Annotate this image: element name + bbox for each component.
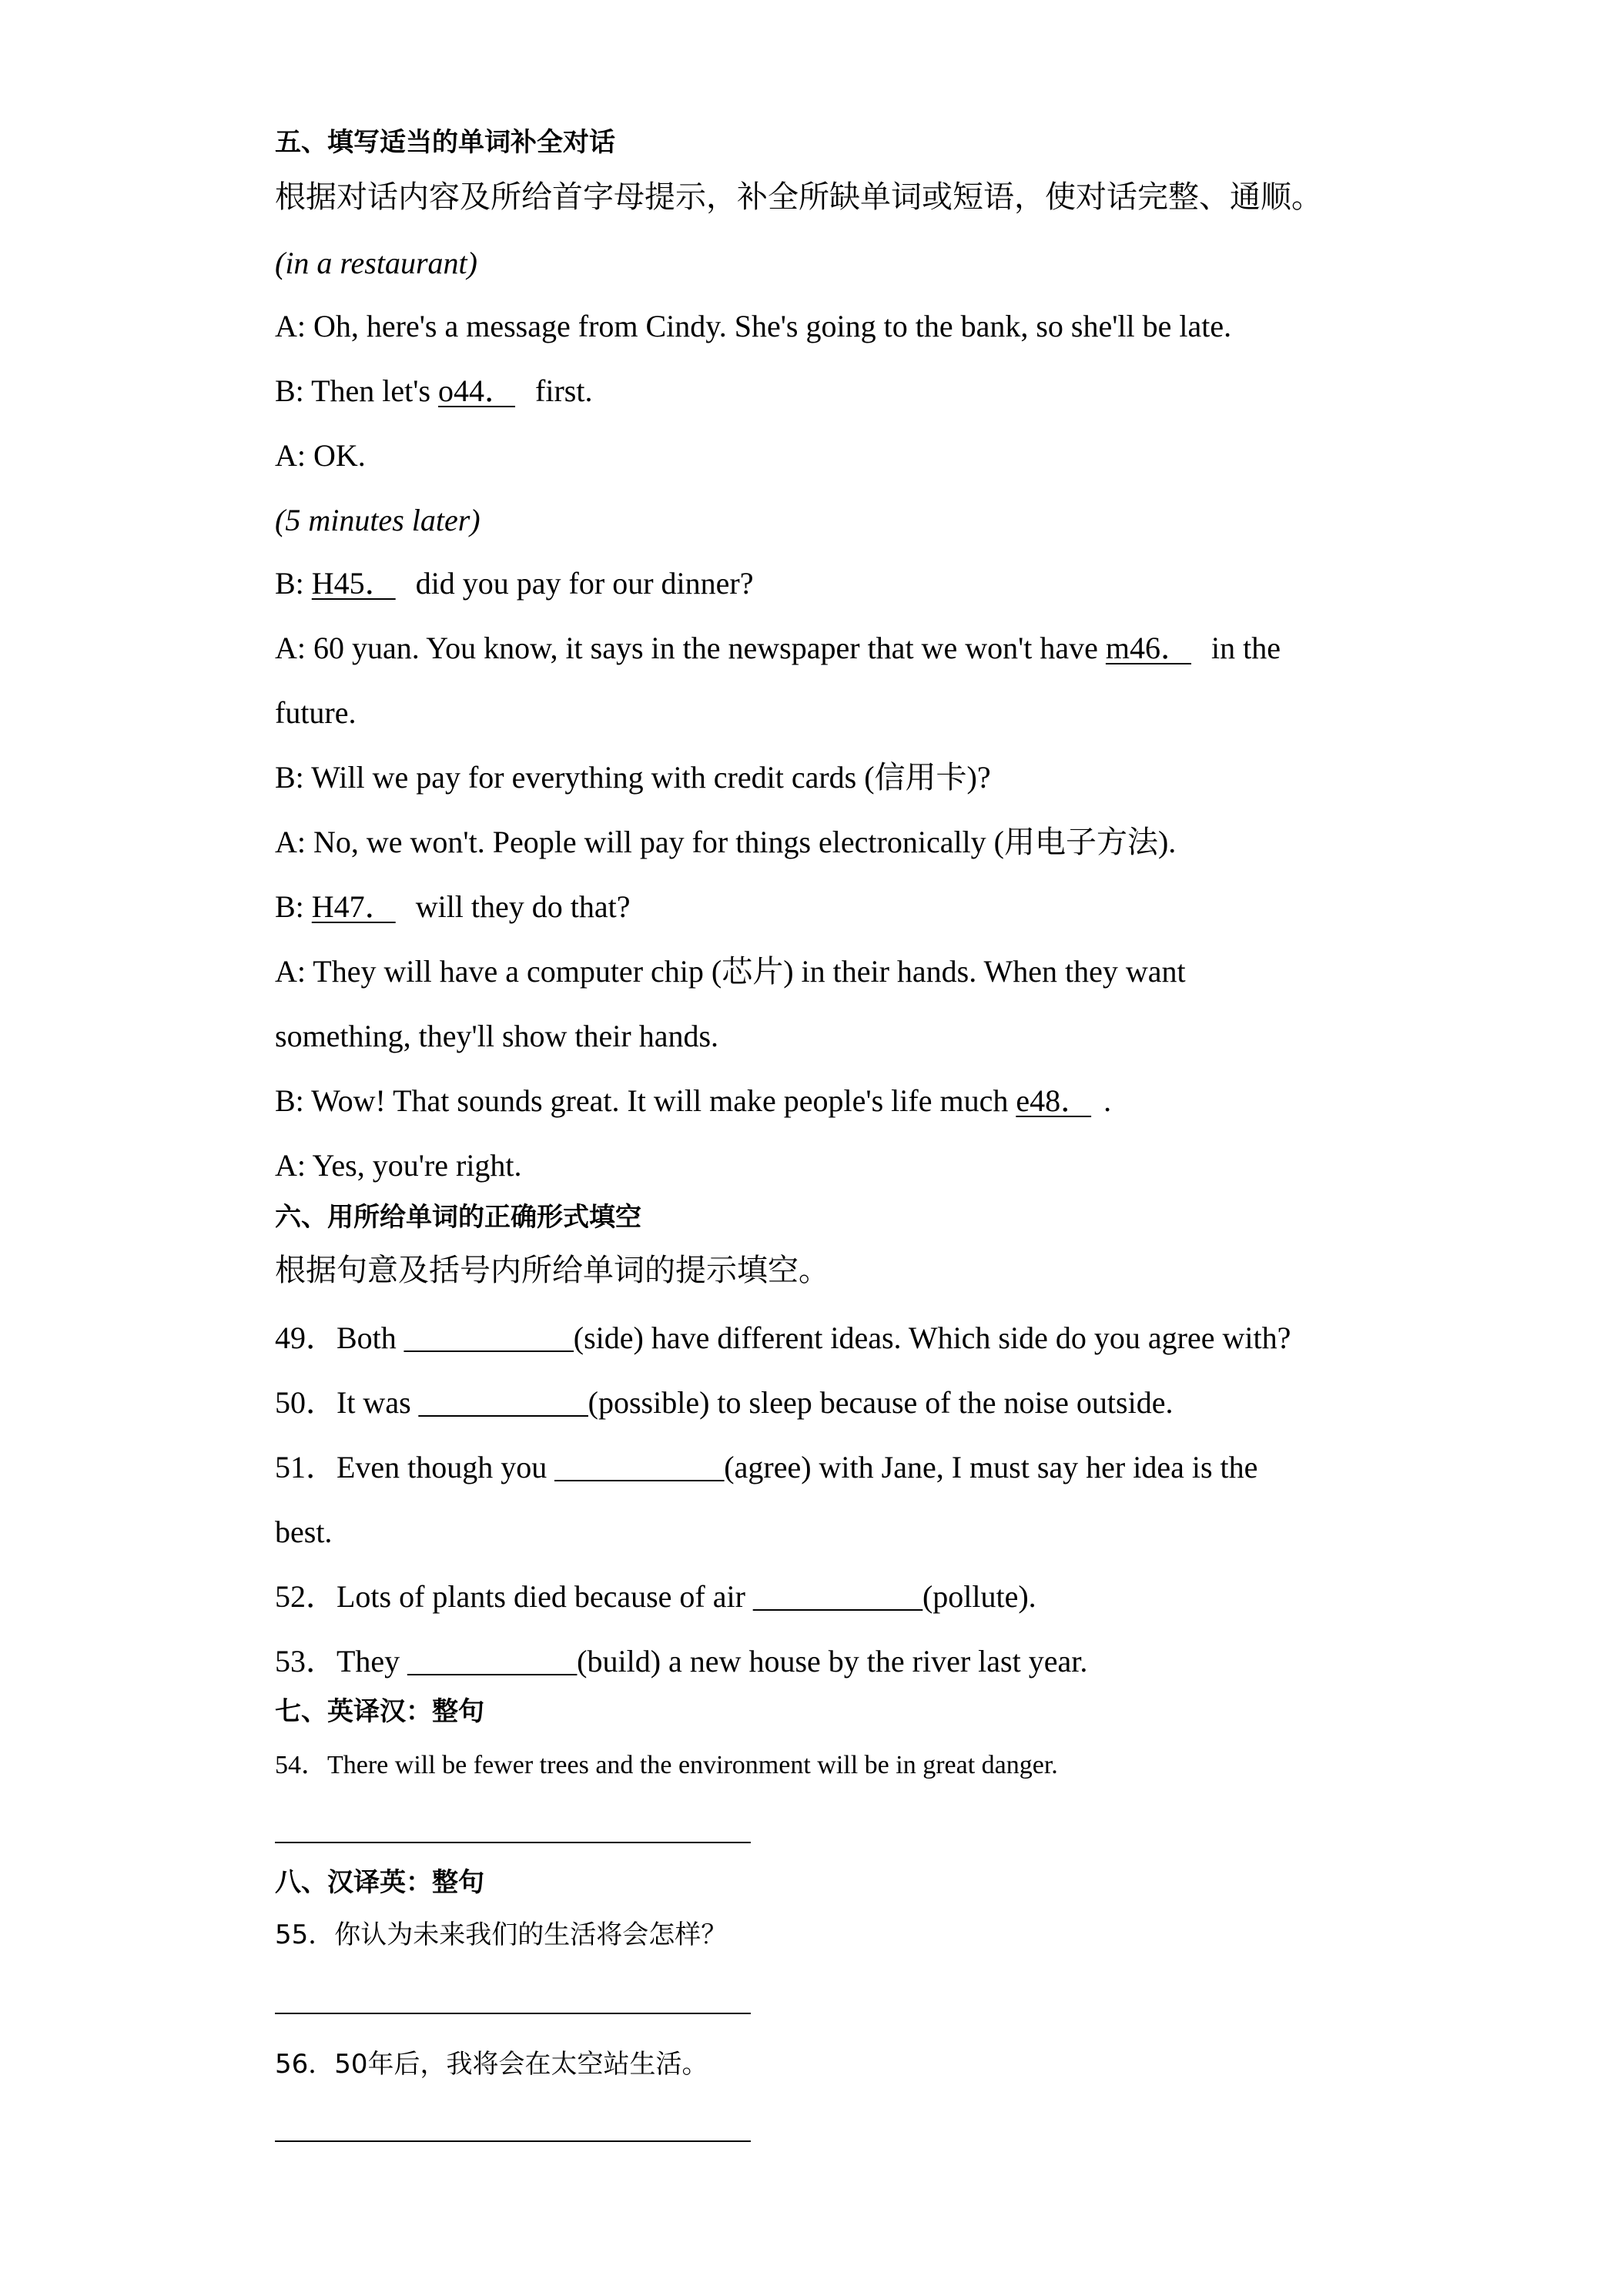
dialogue-text: B: Then let's bbox=[275, 373, 439, 408]
question-51: 51．Even though you ___________(agree) with Jane, I must say her idea is the bbox=[275, 1450, 1258, 1484]
scene-note-later: (5 minutes later) bbox=[275, 503, 481, 537]
question-50: 50．It was ___________(possible) to sleep because of the noise outside. bbox=[275, 1385, 1174, 1420]
dialogue-text: B: Wow! That sounds great. It will make people's life much bbox=[275, 1083, 1016, 1118]
answer-line-56[interactable] bbox=[275, 2140, 751, 2142]
answer-blank-46[interactable]: m46． bbox=[1105, 631, 1192, 665]
dialogue-text: did you pay for our dinner? bbox=[407, 566, 754, 601]
dialogue-line-5-cont: future. bbox=[275, 695, 357, 730]
section-heading-8: 八、汉译英：整句 bbox=[275, 1867, 484, 1898]
section-heading-5: 五、填写适当的单词补全对话 bbox=[275, 127, 615, 158]
dialogue-line-5 bbox=[275, 633, 1281, 664]
dialogue-line-6: B: Will we pay for everything with credit cards (信用卡)? bbox=[275, 760, 991, 795]
dialogue-line-2 bbox=[275, 373, 593, 408]
dialogue-line-1: A: Oh, here's a message from Cindy. She's going to the bank, so she'll be late. bbox=[275, 309, 1232, 343]
answer-line-55[interactable] bbox=[275, 2013, 751, 2014]
question-51-cont: best. bbox=[275, 1514, 333, 1549]
question-56: 56．50年后，我将会在太空站生活。 bbox=[275, 2049, 708, 2080]
dialogue-line-9: A: They will have a computer chip (芯片) in their hands. When they want bbox=[275, 954, 1186, 989]
question-55: 55．你认为未来我们的生活将会怎样？ bbox=[275, 1919, 728, 1950]
answer-line-54[interactable] bbox=[275, 1842, 751, 1843]
section-instruction-6: 根据句意及括号内所给单词的提示填空。 bbox=[275, 1253, 829, 1288]
dialogue-line-8 bbox=[275, 889, 631, 924]
dialogue-line-10 bbox=[275, 1083, 1112, 1118]
dialogue-text: in the bbox=[1204, 631, 1281, 665]
dialogue-text: B: bbox=[275, 889, 312, 924]
dialogue-text: will they do that? bbox=[407, 889, 631, 924]
answer-blank-47[interactable]: H47． bbox=[311, 889, 396, 924]
dialogue-line-11: A: Yes, you're right. bbox=[275, 1148, 522, 1183]
scene-note-restaurant: (in a restaurant) bbox=[275, 246, 477, 280]
dialogue-line-4 bbox=[275, 568, 753, 599]
answer-blank-48[interactable]: e48． bbox=[1016, 1083, 1092, 1118]
section-heading-7: 七、英译汉：整句 bbox=[275, 1696, 484, 1727]
dialogue-line-7: A: No, we won't. People will pay for things electronically (用电子方法). bbox=[275, 825, 1177, 859]
question-49: 49．Both ___________(side) have different ideas. Which side do you agree with? bbox=[275, 1320, 1291, 1355]
question-54: 54．There will be fewer trees and the environment will be in great danger. bbox=[275, 1751, 1058, 1779]
dialogue-text: . bbox=[1103, 1083, 1112, 1118]
answer-blank-44[interactable]: o44． bbox=[438, 373, 516, 408]
answer-blank-45[interactable]: H45． bbox=[311, 566, 396, 601]
dialogue-line-3: A: OK. bbox=[275, 438, 366, 473]
section-heading-6: 六、用所给单词的正确形式填空 bbox=[275, 1202, 641, 1233]
dialogue-text: B: bbox=[275, 566, 312, 601]
dialogue-text: first. bbox=[527, 373, 593, 408]
section-instruction-5: 根据对话内容及所给首字母提示，补全所缺单词或短语，使对话完整、通顺。 bbox=[275, 179, 1322, 215]
dialogue-line-9-cont: something, they'll show their hands. bbox=[275, 1019, 719, 1053]
question-53: 53．They ___________(build) a new house by the river last year. bbox=[275, 1644, 1088, 1678]
question-52: 52．Lots of plants died because of air ___________(pollute). bbox=[275, 1579, 1036, 1614]
dialogue-text: A: 60 yuan. You know, it says in the newspaper that we won't have bbox=[275, 631, 1106, 665]
